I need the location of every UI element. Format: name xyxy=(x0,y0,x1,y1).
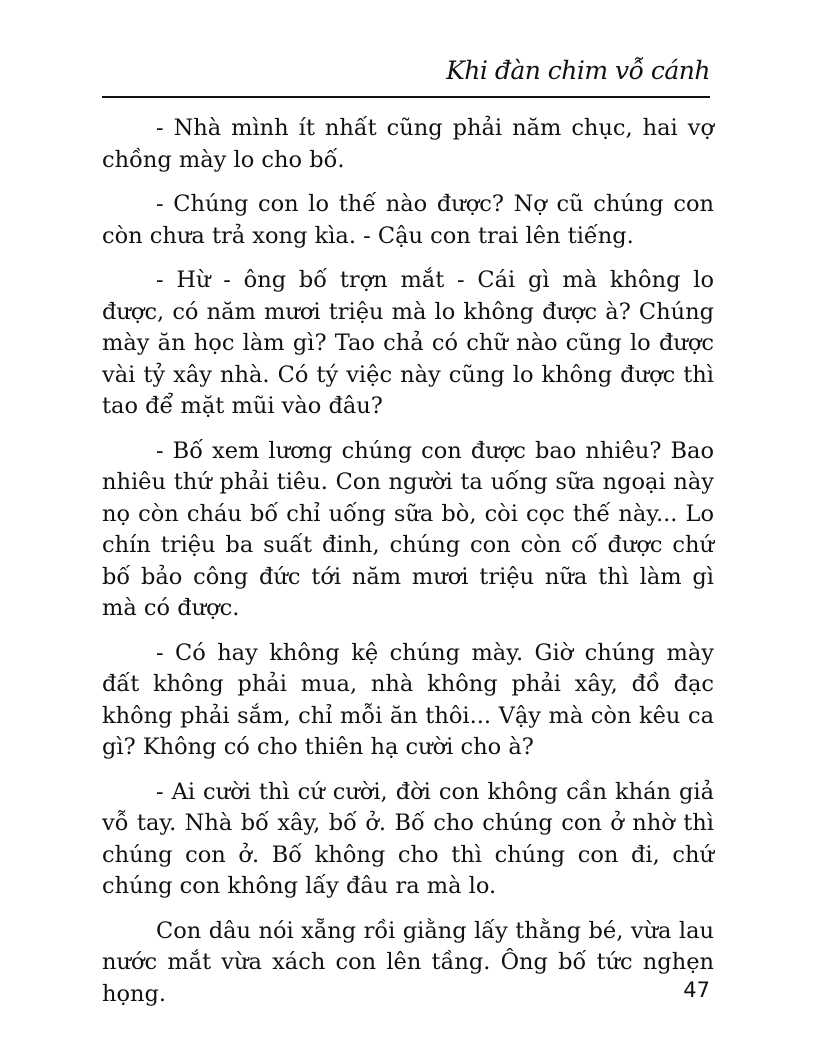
paragraph: - Nhà mình ít nhất cũng phải năm chục, hai vợ chồng mày lo cho bố. xyxy=(102,115,714,173)
page-number: 47 xyxy=(683,978,710,1002)
running-header-title: Khi đàn chim vỗ cánh xyxy=(446,56,710,85)
paragraph: - Có hay không kệ chúng mày. Giờ chúng mày đất không phải mua, nhà không phải xây, đồ đạc không phải sắm, chỉ mỗi ăn thôi... Vậy mà còn kêu ca gì? Không có cho thiên hạ cười cho à? xyxy=(102,639,714,760)
paragraph: - Hừ - ông bố trợn mắt - Cái gì mà không lo được, có năm mươi triệu mà lo không được à? Chúng mày ăn học làm gì? Tao chả có chữ nào cũng lo được vài tỷ xây nhà. Có tý việc này cũng lo không được thì tao để mặt mũi vào đâu? xyxy=(102,267,714,419)
page-body xyxy=(102,113,714,1023)
paragraph: - Chúng con lo thế nào được? Nợ cũ chúng con còn chưa trả xong kìa. - Cậu con trai lên tiếng. xyxy=(102,191,714,249)
paragraph: - Bố xem lương chúng con được bao nhiêu? Bao nhiêu thứ phải tiêu. Con người ta uống sữa ngoại này nọ còn cháu bố chỉ uống sữa bò, còi cọc thế này... Lo chín triệu ba suất đinh, chúng con còn cố được chứ bố bảo công đức tới năm mươi triệu nữa thì làm gì mà có được. xyxy=(102,437,714,621)
paragraph: - Ai cười thì cứ cười, đời con không cần khán giả vỗ tay. Nhà bố xây, bố ở. Bố cho chúng con ở nhờ thì chúng con ở. Bố không cho thì chúng con đi, chứ chúng con không lấy đâu ra mà lo. xyxy=(102,778,714,899)
header-divider xyxy=(102,96,710,98)
paragraph: Con dâu nói xẵng rồi giằng lấy thằng bé, vừa lau nước mắt vừa xách con lên tầng. Ông bố tức nghẹn họng. xyxy=(102,917,714,1007)
